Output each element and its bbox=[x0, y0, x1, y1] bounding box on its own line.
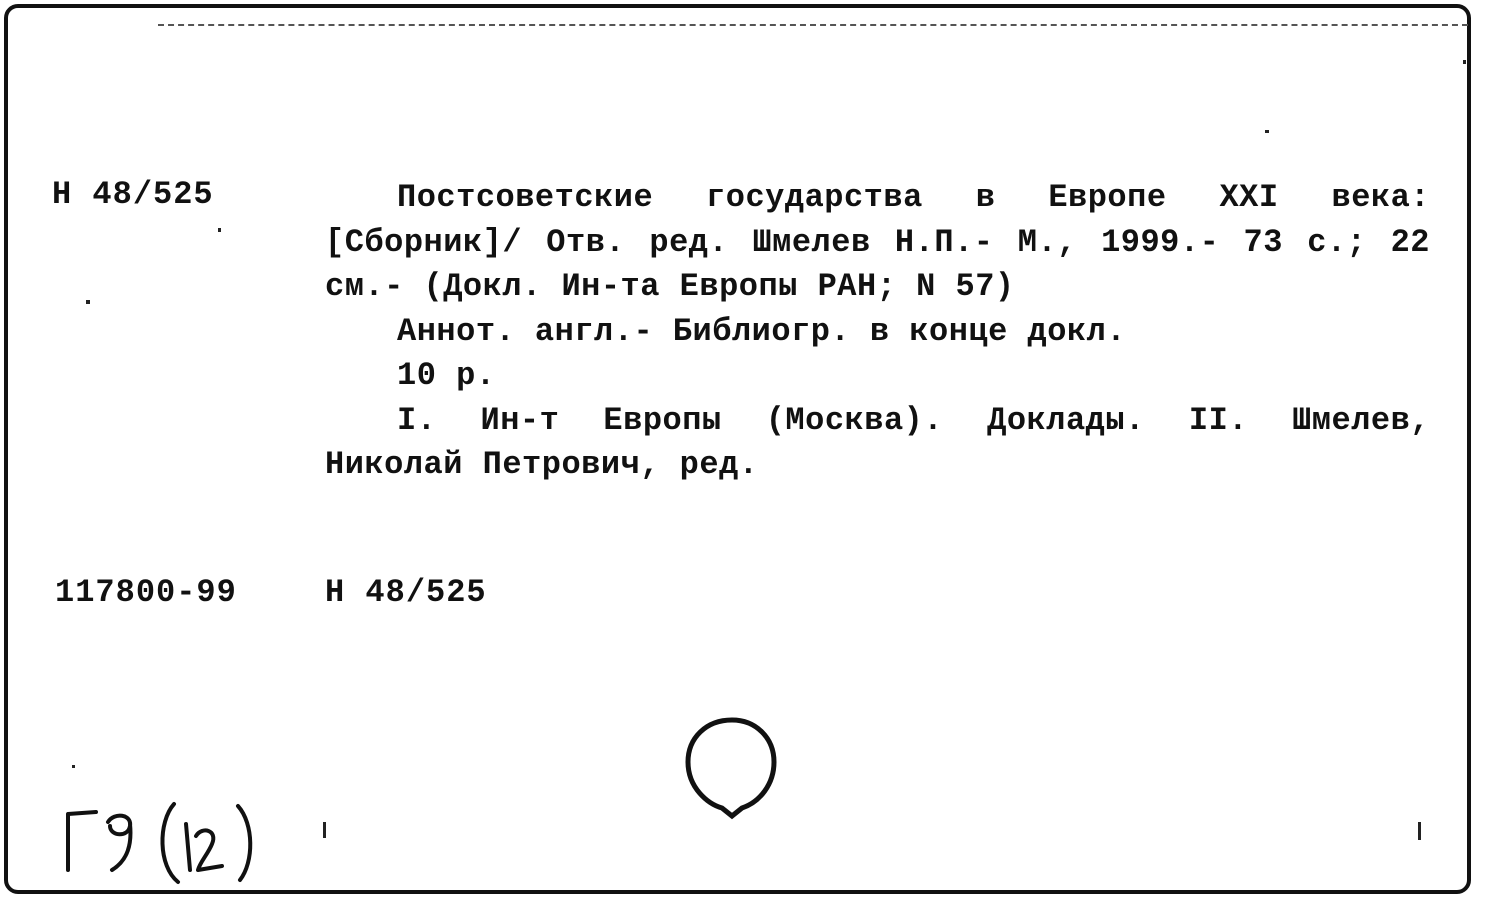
speck-mark bbox=[1463, 60, 1466, 64]
top-dashed-line bbox=[158, 24, 1468, 26]
shelf-mark-repeat: Н 48/525 bbox=[325, 574, 487, 611]
price: 10 р. bbox=[397, 357, 496, 394]
speck-mark bbox=[1265, 130, 1269, 133]
annotation-note: Аннот. англ.- Библиогр. в конце докл. bbox=[397, 312, 1127, 350]
title-paragraph: Постсоветские государства в Европе XXI века: [Сборник]/ Отв. ред. Шмелев Н.П.- М., 1999.- 73 с.; 22 см.- (Докл. Ин-та Европы РАН; N 57) bbox=[325, 179, 1430, 305]
speck-mark bbox=[323, 822, 326, 838]
tracings: I. Ин-т Европы (Москва). Доклады. II. Шмелев, Николай Петрович, ред. bbox=[325, 401, 1430, 483]
inventory-number: 117800-99 bbox=[55, 574, 237, 611]
speck-mark bbox=[1418, 822, 1421, 840]
shelf-mark: Н 48/525 bbox=[52, 176, 214, 213]
punch-hole-icon bbox=[682, 712, 782, 822]
speck-mark bbox=[218, 228, 221, 232]
speck-mark bbox=[72, 765, 75, 768]
speck-mark bbox=[86, 300, 90, 304]
handwritten-code-mark bbox=[62, 800, 282, 890]
card-body bbox=[325, 176, 1430, 488]
